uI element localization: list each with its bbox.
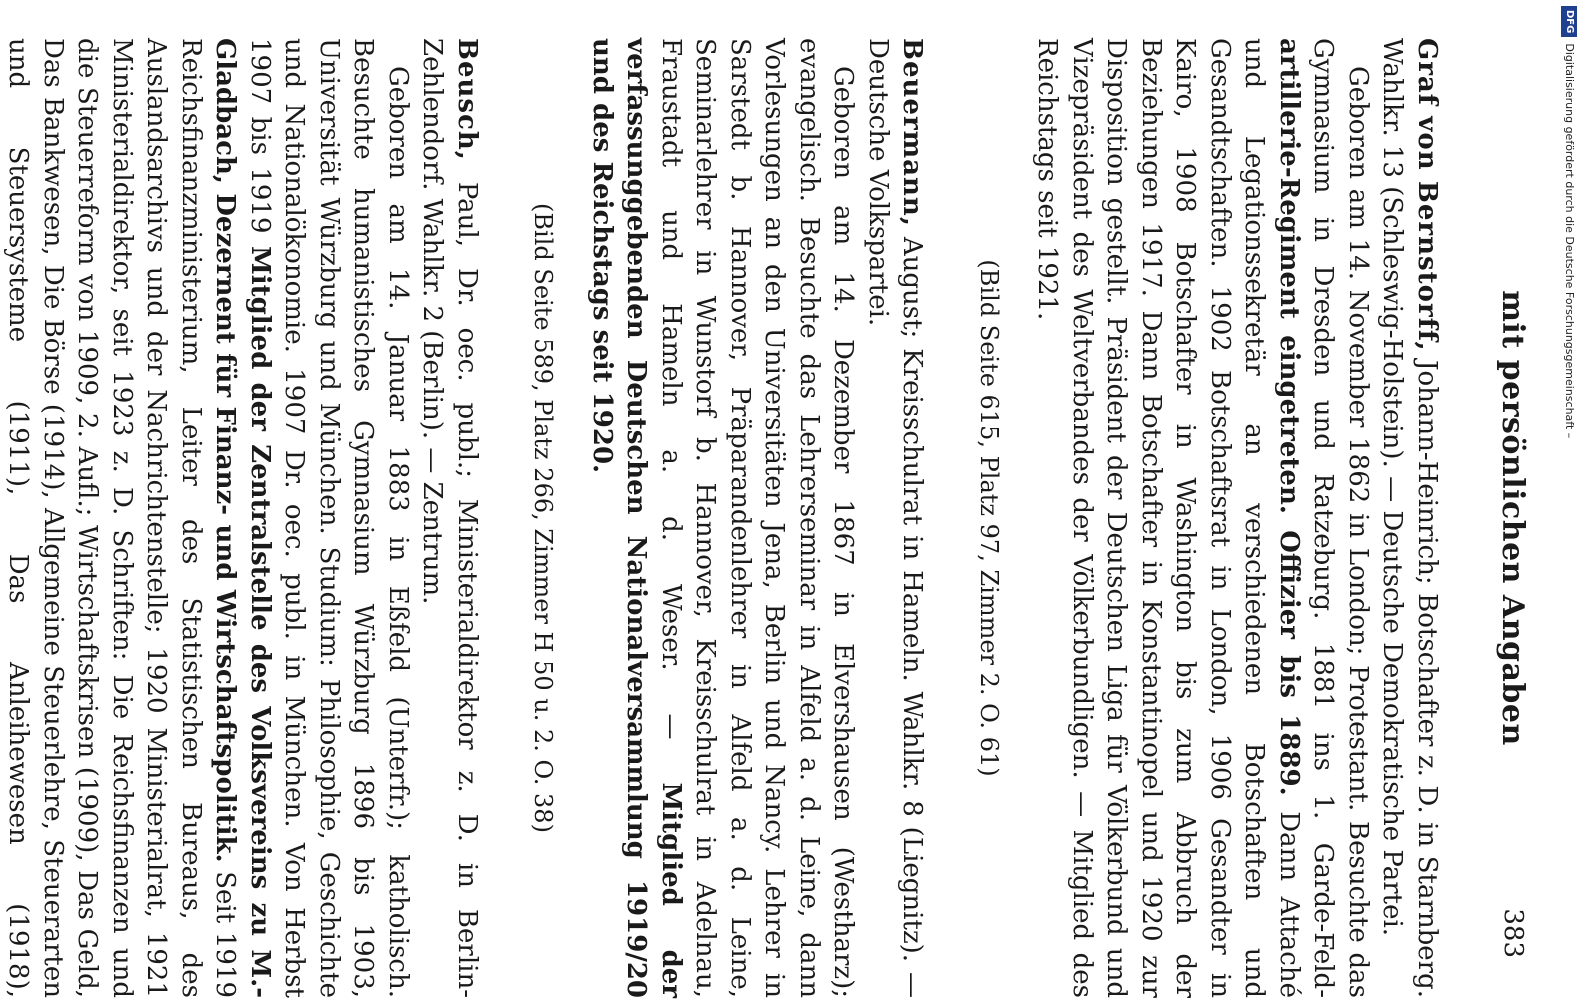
entry-paragraph <box>861 38 930 998</box>
entry-text: Geboren am 14. Januar 1883 in Eßfeld (Unterfr.); katholisch. Besuchte humanistisches Gymnasium Würzburg 1896 bis 1903, Universität Würzburg und München. Studium: Philosophie, Geschichte und Nationalökonomie. 1907 Dr. oec. publ. in München. Von Herbst 1907 bis 1919 <box>245 38 413 998</box>
entry-text: Dann Attaché und Legationssekretär an verschiedenen Botschaften und Gesandtschaften. 1902 Botschaftsrat in London, 1906 Gesandter in Kairo, 1908 Botschafter in Washington bis zum Abbruch der Beziehungen 1917. Dann Botschafter in Konstantinopel und 1920 zur Disposition gestellt. Präsident der Deutschen Liga für Völkerbund und Vizepräsident des Weltverbandes der Völkerbundligen. — Mitglied des Reichstags seit 1921. <box>1032 38 1304 998</box>
entry-paragraph <box>585 38 861 998</box>
entry-name: Beusch, <box>452 38 482 161</box>
dfg-logo-icon: DFG <box>1561 6 1577 37</box>
digitization-text: Digitalisierung gefördert durch die Deutsche Forschungsgemeinschaft – <box>1563 43 1576 439</box>
entry-highlight: artillerie-Regiment eingetreten. Offizier bis 1889. <box>1274 38 1304 796</box>
page-header <box>1470 38 1530 998</box>
photo-reference: (Bild Seite 615, Platz 97, Zimmer 2. O. 61) <box>975 259 1003 777</box>
digitization-note <box>1556 6 1582 996</box>
entry-text: August; Kreisschulrat in Hameln. Wahlkr. 8 (Liegnitz). — Deutsche Volkspartei. <box>863 38 928 998</box>
page-number: 383 <box>1498 908 1528 958</box>
running-title: mit persönlichen Angaben <box>1495 290 1530 746</box>
entry-highlight: Mitglied der verfassunggebenden Deutschen Nationalversammlung 1919/20 und des Reichstags seit 1920. <box>587 38 686 998</box>
entry-text: Johann-Heinrich; Botschafter z. D. in Starnberg. Wahlkr. 13 (Schleswig-Holstein). — Deutsche Demokratische Partei. <box>1377 38 1442 999</box>
biography-entry <box>0 38 484 998</box>
scanned-page <box>3 38 1548 999</box>
entry-text: Paul, Dr. oec. publ.; Ministerialdirektor z. D. in Berlin-Zehlendorf. Wahlkr. 2 (Berlin). — Zentrum. <box>417 38 482 998</box>
entry-highlight: Mitglied der Zentralstelle des Volksvereins zu M.-Gladbach, Dezernent für Finanz- und Wirtschaftspolitik. <box>210 38 275 998</box>
photo-reference: (Bild Seite 589, Platz 266, Zimmer H 50 u. 2. O. 38) <box>529 203 558 833</box>
biography-entry <box>972 38 1445 998</box>
entry-paragraph <box>0 38 415 998</box>
entry-name: Graf von Bernstorff, <box>1412 38 1442 352</box>
page-body <box>0 38 1444 998</box>
entry-paragraph <box>415 38 484 998</box>
entry-text: Geboren am 14. Dezember 1867 in Elvershausen (Westharz); evangelisch. Besuchte das Lehrerseminar in Alfeld a. d. Leine, dann Vorlesungen an den Universitäten Jena, Berlin und Nancy. Lehrer in Sarstedt b. Hannover, Präparandenlehrer in Alfeld a. d. Leine, Seminarlehrer in Wunstorf b. Hannover, Kreisschulrat in Adelnau, Fraustadt und Hameln a. d. Weser. — <box>656 38 859 998</box>
biography-entry <box>526 38 930 998</box>
entry-text: Geboren am 14. November 1862 in London; Protestant. Besuchte das Gymnasium in Dresden und Ratzeburg. 1881 ins 1. Garde-Feld- <box>1308 38 1373 998</box>
entry-text: Seit 1919 Reichsfinanzministerium, Leiter des Statistischen Bureaus, des Auslandsarchivs und der Nachrichtenstelle; 1920 Ministerialrat, 1921 Ministerialdirektor, seit 1923 z. D. Schriften: Die Reichsfinanzen und die Steuerreform von 1909, 2. Aufl.; Wirtschaftskrisen (1909), Das Geld, Das Bankwesen, Die Börse (1914), Allgemeine Steuerlehre, Steuerarten und Steuersysteme (1911), Das Anleihewesen (1918), <box>3 38 241 998</box>
entry-name: Beuermann, <box>897 38 928 227</box>
entry-paragraph <box>1030 38 1375 998</box>
entry-paragraph <box>1375 38 1444 998</box>
